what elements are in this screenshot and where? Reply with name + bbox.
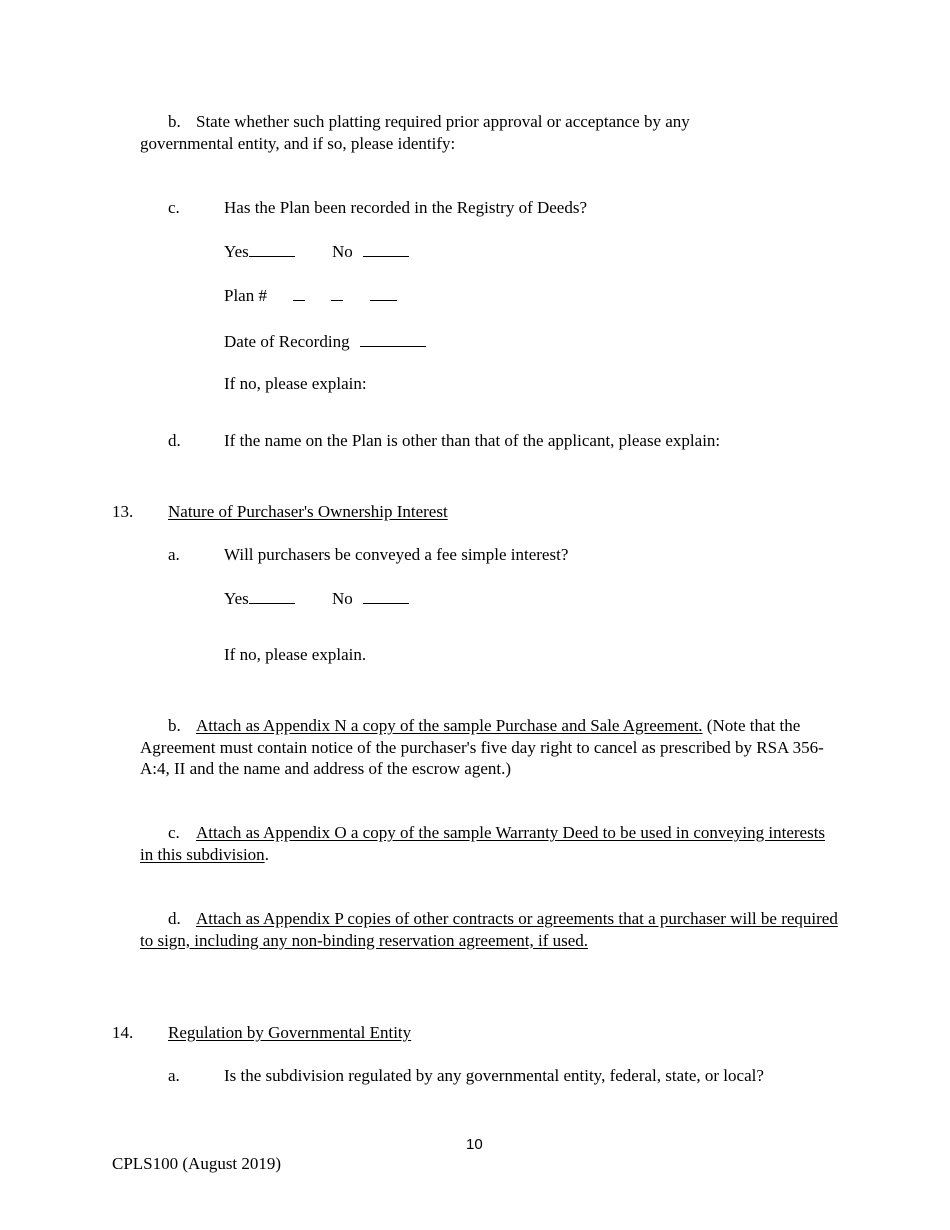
item-13b [140,715,840,780]
no-label: No [332,242,353,261]
explain-label: If no, please explain: [224,374,367,393]
section-title [168,501,448,522]
page-number: 10 [466,1136,483,1153]
item-label: b. [168,112,181,131]
explain-label: If no, please explain. [224,645,367,664]
section-title [168,1022,411,1043]
no-blank[interactable] [363,587,409,604]
no-blank[interactable] [363,240,409,257]
date-blank[interactable] [360,330,426,347]
item-label: d. [168,431,181,450]
item-label: a. [168,1066,180,1085]
item-label: b. [168,716,181,735]
item-12b [140,111,840,154]
no-label: No [332,589,353,608]
date-row [224,330,426,352]
plan-blank-1[interactable] [293,284,305,301]
item-text: Has the Plan been recorded in the Registry of Deeds? [224,198,588,217]
item-text-underlined: Attach as Appendix N a copy of the sample Purchase and Sale Agreement. [196,716,703,735]
date-label: Date of Recording [224,332,350,351]
item-text-continued: governmental entity, and if so, please identify: [140,133,456,153]
item-text: State whether such platting required prior approval or acceptance by any [196,112,690,131]
item-label: c. [168,823,180,842]
item-label: d. [168,909,181,928]
item-13c [140,822,840,865]
yes-no-row [224,240,409,262]
item-text: Will purchasers be conveyed a fee simple interest? [224,545,569,564]
plan-number-row [224,284,397,306]
plan-label: Plan # [224,286,267,305]
item-13d [140,908,840,951]
item-text: If the name on the Plan is other than that of the applicant, please explain: [224,431,721,450]
item-text-underlined: Attach as Appendix P copies of other contracts or agreements that a purchaser will be required to sign, including any non-binding reservation agreement, if used. [140,909,838,950]
item-label: c. [168,198,180,217]
item-text: Is the subdivision regulated by any governmental entity, federal, state, or local? [224,1066,764,1085]
plan-blank-3[interactable] [370,284,397,301]
plan-blank-2[interactable] [331,284,343,301]
item-label: a. [168,545,180,564]
section-number: 14. [112,1023,134,1042]
yes-no-row [224,587,409,609]
yes-blank[interactable] [249,240,295,257]
section-title-text: Nature of Purchaser's Ownership Interest [168,502,448,521]
item-text: (Note that the Agreement must contain notice of the purchaser's five day right to cancel as prescribed by RSA 356-A:4, II and the name and address of the escrow agent.) [140,716,824,778]
item-text-underlined: Attach as Appendix O a copy of the sample Warranty Deed to be used in conveying interests in this subdivision [140,823,826,864]
yes-label: Yes [224,589,249,608]
section-number: 13. [112,502,134,521]
form-id: CPLS100 (August 2019) [112,1154,282,1173]
yes-blank[interactable] [249,587,295,604]
item-text: . [264,844,269,864]
section-title-text: Regulation by Governmental Entity [168,1023,412,1042]
yes-label: Yes [224,242,249,261]
